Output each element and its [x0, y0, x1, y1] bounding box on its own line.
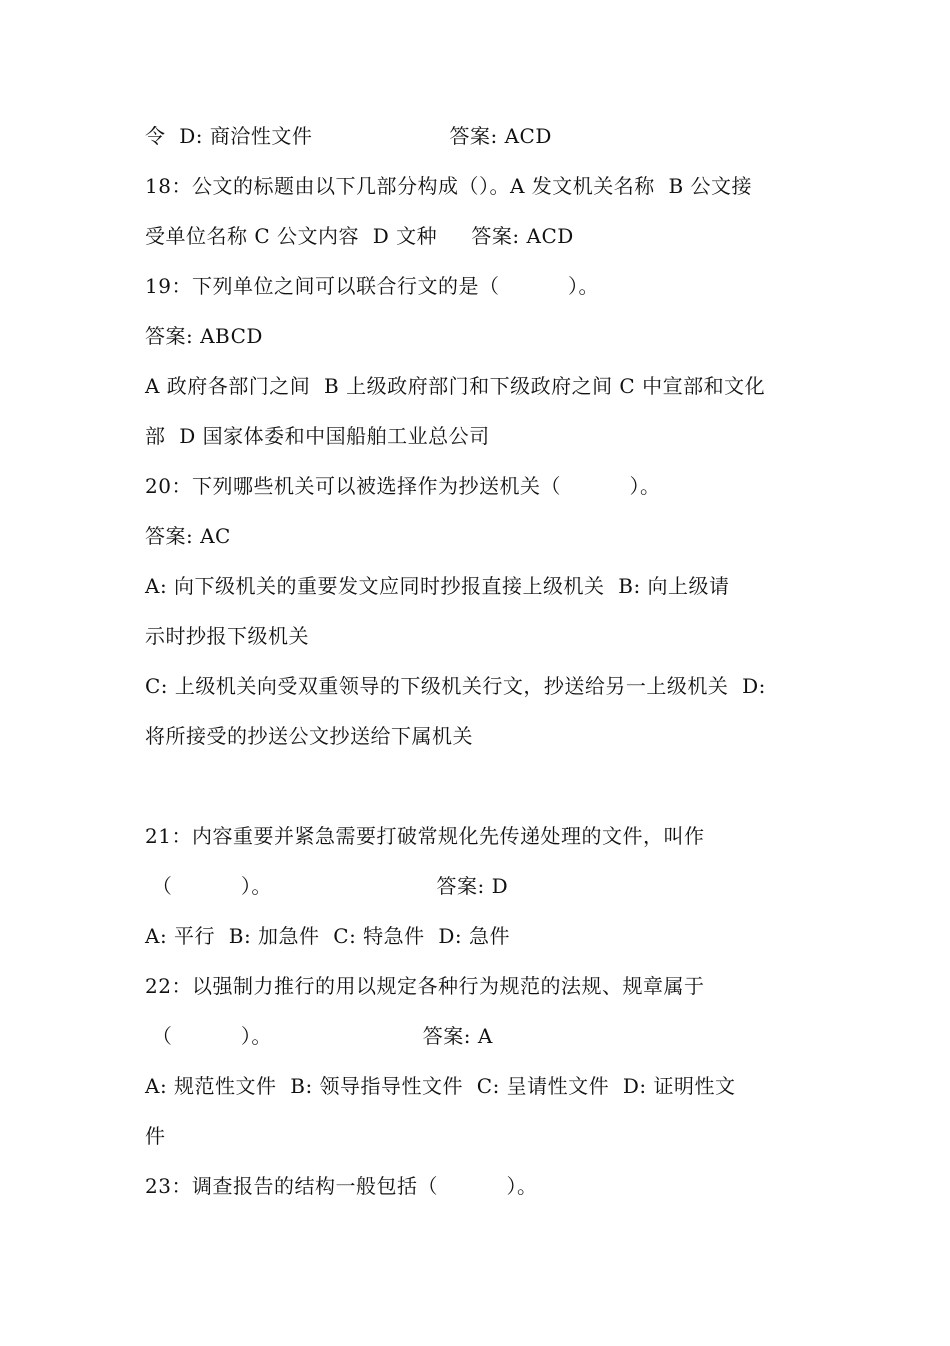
- question-18-line-1: 18：公文的标题由以下几部分构成（）。A 发文机关名称 B 公文接: [145, 174, 753, 198]
- options-20-line-4: 将所接受的抄送公文抄送给下属机关: [145, 724, 473, 748]
- question-21-line-2: （ ）。 答案: D: [145, 874, 509, 898]
- options-22-line-2: 件: [145, 1124, 166, 1148]
- question-22-line-1: 22：以强制力推行的用以规定各种行为规范的法规、规章属于: [145, 974, 705, 998]
- options-21: A: 平行 B: 加急件 C: 特急件 D: 急件: [145, 924, 511, 948]
- answer-19: 答案: ABCD: [145, 324, 263, 348]
- question-22-line-2: （ ）。 答案: A: [145, 1024, 493, 1048]
- question-21-line-1: 21：内容重要并紧急需要打破常规化先传递处理的文件，叫作: [145, 824, 705, 848]
- answer-20: 答案: AC: [145, 524, 231, 548]
- options-19-line-1: A 政府各部门之间 B 上级政府部门和下级政府之间 C 中宣部和文化: [145, 374, 766, 398]
- text-line: 令 D: 商洽性文件 答案: ACD: [145, 124, 552, 148]
- options-22-line-1: A: 规范性文件 B: 领导指导性文件 C: 呈请性文件 D: 证明性文: [145, 1074, 736, 1098]
- question-23: 23：调查报告的结构一般包括（ ）。: [145, 1174, 538, 1198]
- question-18-line-2: 受单位名称 C 公文内容 D 文种 答案: ACD: [145, 224, 574, 248]
- options-20-line-1: A: 向下级机关的重要发文应同时抄报直接上级机关 B: 向上级请: [145, 574, 730, 598]
- question-20: 20：下列哪些机关可以被选择作为抄送机关（ ）。: [145, 474, 661, 498]
- options-19-line-2: 部 D 国家体委和中国船舶工业总公司: [145, 424, 490, 448]
- options-20-line-2: 示时抄报下级机关: [145, 624, 309, 648]
- question-19: 19：下列单位之间可以联合行文的是（ ）。: [145, 274, 600, 298]
- options-20-line-3: C: 上级机关向受双重领导的下级机关行文，抄送给另一上级机关 D:: [145, 674, 766, 698]
